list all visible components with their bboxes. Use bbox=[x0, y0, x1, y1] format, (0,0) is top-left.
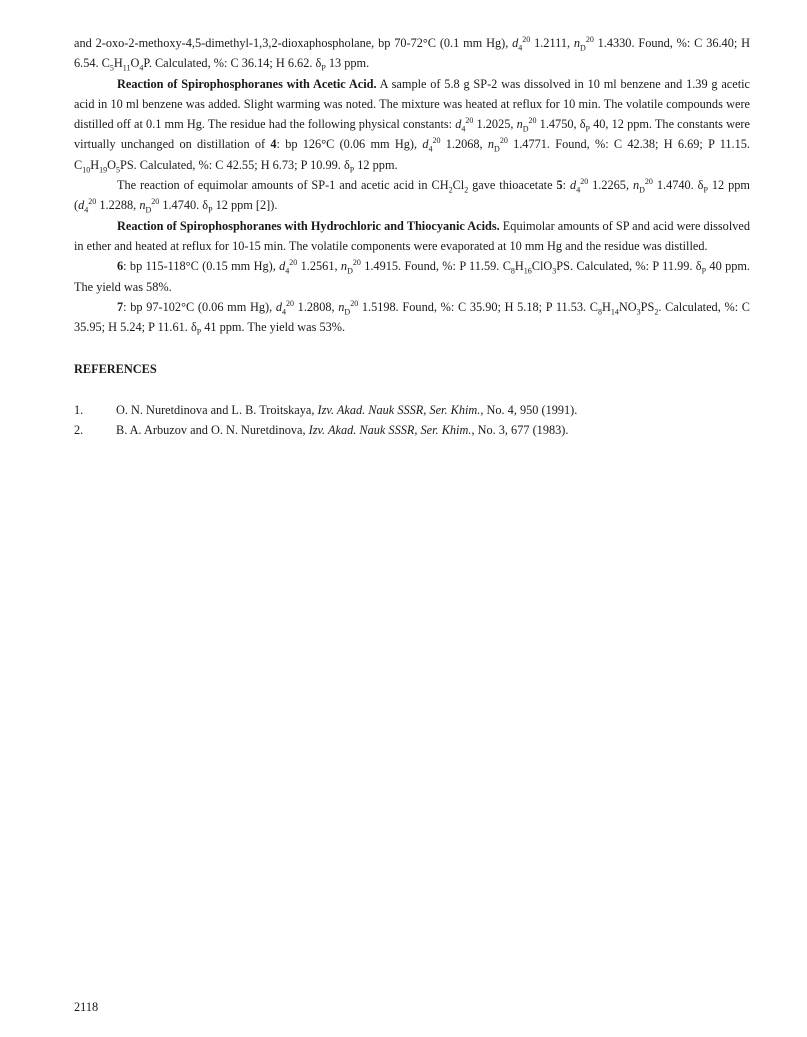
section-heading-hydrochloric-thiocyanic: Reaction of Spirophosphoranes with Hydrochloric and Thiocyanic Acids. bbox=[117, 218, 500, 233]
reference-journal: Izv. Akad. Nauk SSSR, Ser. Khim. bbox=[308, 423, 472, 438]
reference-item: 2. B. A. Arbuzov and O. N. Nuretdinova, Izv. Akad. Nauk SSSR, Ser. Khim., No. 3, 677 (1983). bbox=[74, 420, 750, 440]
references-heading: REFERENCES bbox=[74, 362, 157, 376]
paragraph-thioacetate: The reaction of equimolar amounts of SP-1 and acetic acid in $CH_2Cl_2$ gave thioacetate 5: $d_4^{20}$ 1.2265, $n_D^{20}$ 1.4740. $\delta_P$ 12 ppm ($d_4^{20}$ 1.2288, $n_D^{20}$ 1.4740. $\delta_P$ 12 ppm [2]). bbox=[74, 176, 750, 215]
paragraph-dioxaphospholane-data: and 2-oxo-2-methoxy-4,5-dimethyl-1,3,2-dioxaphospholane, bp 70-72°C (0.1 mm Hg), $d_4^{20}$ 1.2111, $n_D^{20}$ 1.4330. Found, %: C 36.40; H 6.54. $C_5H_{11}O_4P$. Calculated, %: C 36.14; H 6.62. $\delta_P$ 13 ppm. bbox=[74, 34, 750, 73]
section-heading-acetic-acid: Reaction of Spirophosphoranes with Acetic Acid. bbox=[117, 76, 377, 91]
reference-number: 1. bbox=[74, 403, 84, 417]
paragraph-compound-6: 6: bp 115-118°C (0.15 mm Hg), $d_4^{20}$ 1.2561, $n_D^{20}$ 1.4915. Found, %: P 11.59. $C_8H_{16}ClO_3PS$. Calculated, %: P 11.99. $\delta_P$ 40 ppm. The yield was 58%. bbox=[74, 258, 751, 294]
paragraph-compound-7: 7: bp 97-102°C (0.06 mm Hg), $d_4^{20}$ 1.2808, $n_D^{20}$ 1.5198. Found, %: C 35.90; H 5.18; P 11.53. $C_8H_{14}NO_3PS_2$. Calculated, %: C 35.95; H 5.24; P 11.61. $\delta_P$ 41 ppm. The yield was 53%. bbox=[74, 298, 750, 337]
article-body bbox=[74, 33, 750, 337]
paragraph-hydrochloric-thiocyanic: Reaction of Spirophosphoranes with Hydrochloric and Thiocyanic Acids. Equimolar amounts of SP and acid were dissolved in ether and heated at reflux for 10-15 min. The volatile components were evaporated at 10 mm Hg and the residue was distilled. bbox=[74, 218, 750, 253]
reference-journal: Izv. Akad. Nauk SSSR, Ser. Khim. bbox=[317, 403, 481, 417]
reference-item: 1. O. N. Nuretdinova and L. B. Troitskaya, Izv. Akad. Nauk SSSR, Ser. Khim., No. 4, 950 (1991). bbox=[74, 400, 750, 420]
page-number: 2118 bbox=[74, 1000, 99, 1014]
reference-list bbox=[74, 400, 750, 441]
reference-number: 2. bbox=[74, 423, 84, 438]
paragraph-acetic-acid-reaction: Reaction of Spirophosphoranes with Acetic Acid. A sample of 5.8 g SP-2 was dissolved in 10 ml benzene and 1.39 g acetic acid in 10 ml benzene was added. Slight warming was noted. The mixture was heated at reflux for 10 min. The volatile compounds were distilled off at 0.1 mm Hg. The residue had the following physical constants: $d_4^{20}$ 1.2025, $n_D^{20}$ 1.4750, $\delta_P$ 40, 12 ppm. The constants were virtually unchanged on distillation of 4: bp 126°C (0.06 mm Hg), $d_4^{20}$ 1.2068, $n_D^{20}$ 1.4771. Found, %: C 42.38; H 6.69; P 11.15. $C_{10}H_{19}O_5PS$. Calculated, %: C 42.55; H 6.73; P 10.99. $\delta_P$ 12 ppm. bbox=[74, 76, 750, 175]
